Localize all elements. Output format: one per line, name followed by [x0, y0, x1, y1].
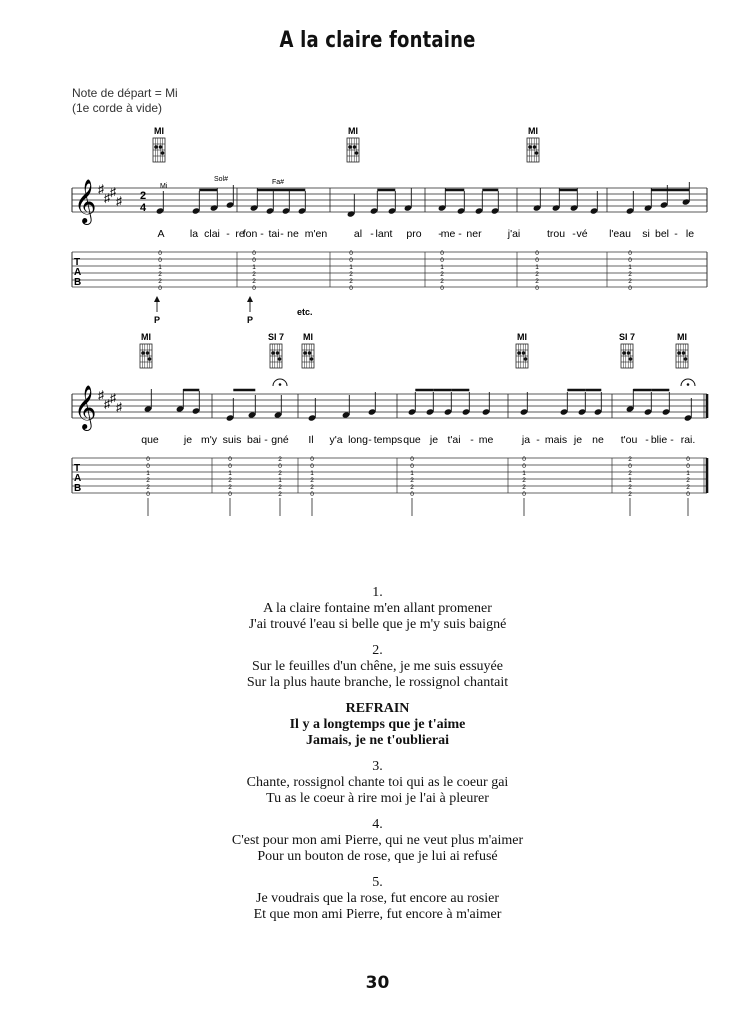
- tab-fret-number: 0: [158, 250, 162, 257]
- tab-fret-number: 0: [349, 250, 353, 257]
- tab-letter: B: [74, 277, 82, 288]
- lyric-syllable: je: [429, 434, 439, 446]
- lyric-syllable: -: [572, 228, 576, 240]
- pluck-mark: P: [154, 315, 161, 325]
- tab-fret-number: 0: [686, 463, 690, 470]
- start-note-line-1: Note de départ = Mi: [72, 86, 178, 100]
- chord-diagram-label: MI: [303, 332, 313, 342]
- refrain-line: Jamais, je ne t'oublierai: [305, 733, 450, 748]
- chord-diagram-dot: [353, 145, 357, 149]
- pluck-arrow-head: [154, 296, 160, 302]
- lyric-syllable: le: [685, 228, 695, 240]
- tab-fret-number: 1: [522, 470, 526, 477]
- tab-fret-number: 2: [228, 484, 232, 491]
- tab-fret-number: 2: [628, 271, 632, 278]
- chord-diagram-dot: [154, 145, 158, 149]
- chord-diagram-dot: [677, 351, 681, 355]
- lyric-syllable: ner: [466, 228, 482, 240]
- verse-5: [0, 875, 755, 923]
- tab-fret-number: 2: [349, 278, 353, 285]
- chord-diagram-dot: [684, 357, 688, 361]
- sharp-icon: ♯: [110, 185, 116, 199]
- tab-fret-number: 1: [410, 470, 414, 477]
- lyric-syllable: -: [264, 434, 268, 446]
- tab-letter: B: [74, 483, 82, 494]
- tab-fret-number: 0: [158, 285, 162, 292]
- tab-fret-number: 2: [410, 484, 414, 491]
- lyric-syllable: rai.: [680, 434, 696, 446]
- verse-2: [0, 643, 755, 691]
- lyric-syllable: -: [368, 434, 372, 446]
- tab-fret-number: 1: [228, 470, 232, 477]
- chord-diagram-dot: [522, 351, 526, 355]
- lyric-syllable: -: [670, 434, 674, 446]
- tab-fret-number: 2: [252, 271, 256, 278]
- tab-fret-number: 0: [146, 463, 150, 470]
- chord-diagram-label: SI 7: [267, 332, 285, 342]
- refrain: [0, 701, 755, 749]
- lyric-syllable: y'a: [329, 434, 343, 446]
- tab-fret-number: 1: [158, 264, 162, 271]
- chord-diagram-dot: [348, 145, 352, 149]
- lyric-syllable: long: [348, 434, 368, 446]
- tab-fret-number: 0: [252, 257, 256, 264]
- tab-fret-number: 1: [628, 264, 632, 271]
- verse-number: 2.: [372, 643, 383, 658]
- tab-fret-number: 2: [440, 278, 444, 285]
- chord-diagram-dot: [303, 351, 307, 355]
- chord-diagram-dot: [159, 145, 163, 149]
- chord-diagram-label: MI: [517, 332, 527, 342]
- sharp-icon: ♯: [116, 400, 122, 414]
- chord-diagram-dot: [535, 151, 539, 155]
- lyric-syllable: je: [183, 434, 193, 446]
- lyric-syllable: lant: [375, 228, 393, 240]
- chord-diagram-dot: [517, 351, 521, 355]
- tab-fret-number: 2: [158, 278, 162, 285]
- tab-fret-number: 2: [252, 278, 256, 285]
- chord-diagram-dot: [146, 351, 150, 355]
- verse-4: [0, 817, 755, 865]
- chord-diagram-dot: [161, 151, 165, 155]
- tab-fret-number: 1: [252, 264, 256, 271]
- tab-fret-number: 0: [686, 491, 690, 498]
- lyric-syllable: m'y: [200, 434, 218, 446]
- tab-fret-number: 2: [278, 470, 282, 477]
- tab-fret-number: 0: [252, 285, 256, 292]
- tab-fret-number: 0: [228, 456, 232, 463]
- tab-fret-number: 2: [146, 477, 150, 484]
- lyric-syllable: -: [674, 228, 678, 240]
- tab-fret-number: 2: [535, 278, 539, 285]
- tab-fret-number: 0: [146, 456, 150, 463]
- tab-fret-number: 0: [628, 250, 632, 257]
- lyric-syllable: -: [438, 228, 442, 240]
- tab-fret-number: 0: [535, 257, 539, 264]
- lyric-syllable: Il: [308, 434, 314, 446]
- tab-fret-number: 1: [349, 264, 353, 271]
- lyric-syllable: -: [645, 434, 649, 446]
- tab-fret-number: 0: [158, 257, 162, 264]
- chord-diagram-dot: [308, 351, 312, 355]
- time-signature-bottom: 4: [140, 202, 147, 214]
- lyric-syllable: je: [573, 434, 583, 446]
- tab-fret-number: 2: [686, 477, 690, 484]
- tab-fret-number: 0: [349, 257, 353, 264]
- tab-fret-number: 2: [228, 477, 232, 484]
- lyric-syllable: tai: [268, 228, 280, 240]
- refrain-label: REFRAIN: [345, 701, 410, 716]
- lyric-syllable: ne: [287, 228, 299, 240]
- sharp-icon: ♯: [98, 182, 104, 196]
- chord-diagram-dot: [629, 357, 633, 361]
- lyric-syllable: gné: [271, 434, 289, 446]
- sharp-icon: ♯: [98, 388, 104, 402]
- chord-diagram-dot: [622, 351, 626, 355]
- tab-fret-number: 0: [440, 285, 444, 292]
- chord-diagram-dot: [533, 145, 537, 149]
- lyric-syllable: al: [353, 228, 363, 240]
- chord-diagram-dot: [271, 351, 275, 355]
- tab-fret-number: 2: [628, 491, 632, 498]
- tab-fret-number: 0: [535, 250, 539, 257]
- verse-line: J'ai trouvé l'eau si belle que je m'y suis baigné: [248, 617, 507, 632]
- lyric-syllable: A: [157, 228, 165, 240]
- tab-fret-number: 0: [535, 285, 539, 292]
- tab-fret-number: 0: [628, 463, 632, 470]
- tab-fret-number: 0: [628, 285, 632, 292]
- lyric-syllable: -: [260, 228, 264, 240]
- etc-label: etc.: [297, 307, 313, 317]
- sharp-icon: ♯: [110, 391, 116, 405]
- tab-fret-number: 1: [146, 470, 150, 477]
- lyric-syllable: m'en: [304, 228, 328, 240]
- tab-fret-number: 2: [410, 477, 414, 484]
- tab-letter: A: [74, 473, 82, 484]
- lyric-syllable: ja: [521, 434, 531, 446]
- chord-diagram-dot: [310, 357, 314, 361]
- verse-line: Sur le feuilles d'un chêne, je me suis essuyée: [252, 659, 503, 674]
- tab-fret-number: 0: [278, 463, 282, 470]
- lyrics-verses: [0, 585, 755, 933]
- tab-fret-number: 2: [535, 271, 539, 278]
- chord-diagram-label: MI: [677, 332, 687, 342]
- tab-fret-number: 2: [158, 271, 162, 278]
- lyric-syllable: bai: [246, 434, 262, 446]
- verse-line: Et que mon ami Pierre, fut encore à m'aimer: [253, 907, 502, 922]
- fermata-dot: [279, 383, 282, 386]
- tab-fret-number: 0: [228, 463, 232, 470]
- tab-fret-number: 2: [522, 477, 526, 484]
- verse-number: 1.: [372, 585, 383, 600]
- chord-diagram-dot: [524, 357, 528, 361]
- verse-line: Sur la plus haute branche, le rossignol chantait: [246, 675, 509, 690]
- pluck-arrow-head: [247, 296, 253, 302]
- tab-fret-number: 2: [628, 470, 632, 477]
- tab-fret-number: 0: [146, 491, 150, 498]
- fermata-dot: [687, 383, 690, 386]
- tab-fret-number: 2: [440, 271, 444, 278]
- lyric-syllable: mais: [544, 434, 568, 446]
- tab-fret-number: 0: [410, 463, 414, 470]
- tab-fret-number: 0: [410, 456, 414, 463]
- lyric-syllable: temps: [373, 434, 403, 446]
- chord-diagram-label: MI: [154, 126, 164, 136]
- tab-fret-number: 2: [278, 484, 282, 491]
- tab-fret-number: 2: [522, 484, 526, 491]
- lyric-syllable: j'ai: [507, 228, 521, 240]
- tab-fret-number: 0: [252, 250, 256, 257]
- sharp-icon: ♯: [104, 191, 110, 205]
- lyric-syllable: re: [235, 228, 245, 240]
- tab-fret-number: 2: [146, 484, 150, 491]
- tab-fret-number: 2: [310, 484, 314, 491]
- treble-clef-icon: 𝄞: [74, 181, 97, 223]
- pluck-mark: P: [247, 315, 254, 325]
- lyric-syllable: -: [458, 228, 462, 240]
- tab-fret-number: 2: [686, 484, 690, 491]
- tab-fret-number: 0: [628, 257, 632, 264]
- tab-fret-number: 0: [440, 257, 444, 264]
- lyric-syllable: blie: [650, 434, 668, 446]
- lyric-syllable: ne: [592, 434, 604, 446]
- tab-fret-number: 2: [278, 491, 282, 498]
- note-name: Mi: [160, 183, 168, 190]
- chord-diagram-label: MI: [528, 126, 538, 136]
- chord-diagram-label: SI 7: [618, 332, 636, 342]
- lyric-syllable: -: [370, 228, 374, 240]
- verse-line: Chante, rossignol chante toi qui as le coeur gai: [246, 775, 509, 790]
- tab-fret-number: 0: [310, 456, 314, 463]
- lyric-syllable: -: [280, 228, 284, 240]
- note-name: Sol#: [214, 176, 229, 183]
- lyric-syllable: -: [226, 228, 230, 240]
- tab-fret-number: 0: [310, 491, 314, 498]
- page-number: 30: [365, 973, 390, 993]
- tab-letter: A: [74, 267, 82, 278]
- verse-number: 3.: [372, 759, 383, 774]
- start-note-line-2: (1e corde à vide): [72, 101, 163, 115]
- treble-clef-icon: 𝄞: [74, 387, 97, 429]
- chord-diagram-dot: [141, 351, 145, 355]
- lyric-syllable: clai: [204, 228, 220, 240]
- song-title: A la claire fontaine: [279, 28, 476, 53]
- chord-diagram-dot: [627, 351, 631, 355]
- chord-diagram-dot: [682, 351, 686, 355]
- lyric-syllable: me: [440, 228, 456, 240]
- lyric-syllable: pro: [406, 228, 422, 240]
- verse-line: A la claire fontaine m'en allant promener: [263, 601, 492, 616]
- lyric-syllable: me: [478, 434, 494, 446]
- tab-fret-number: 1: [686, 470, 690, 477]
- lyric-syllable: bel: [654, 228, 670, 240]
- lyric-syllable: t'ai: [447, 434, 461, 446]
- tab-fret-number: 1: [628, 477, 632, 484]
- lyric-syllable: si: [642, 228, 650, 240]
- tab-fret-number: 0: [522, 463, 526, 470]
- verse-line: C'est pour mon ami Pierre, qui ne veut plus m'aimer: [231, 833, 524, 848]
- verse-3: [0, 759, 755, 807]
- tab-fret-number: 1: [278, 477, 282, 484]
- chord-diagram-label: MI: [141, 332, 151, 342]
- lyric-syllable: l'eau: [609, 228, 631, 240]
- tab-letter: T: [74, 257, 81, 268]
- verse-line: Je voudrais que la rose, fut encore au rosier: [256, 891, 499, 906]
- chord-diagram-dot: [278, 357, 282, 361]
- tab-fret-number: 2: [628, 456, 632, 463]
- tab-fret-number: 0: [686, 456, 690, 463]
- lyric-syllable: -: [470, 434, 474, 446]
- time-signature-top: 2: [140, 190, 147, 202]
- verse-number: 4.: [372, 817, 383, 832]
- lyric-syllable: t'ou: [620, 434, 638, 446]
- tab-fret-number: 2: [628, 278, 632, 285]
- refrain-line: Il y a longtemps que je t'aime: [289, 717, 466, 732]
- tab-fret-number: 0: [440, 250, 444, 257]
- tab-fret-number: 1: [310, 470, 314, 477]
- chord-diagram-label: MI: [348, 126, 358, 136]
- lyric-syllable: la: [189, 228, 199, 240]
- tab-fret-number: 0: [522, 456, 526, 463]
- verse-line: Pour un bouton de rose, que je lui ai refusé: [257, 849, 498, 864]
- tab-fret-number: 2: [278, 456, 282, 463]
- tab-fret-number: 2: [628, 484, 632, 491]
- tab-fret-number: 0: [310, 463, 314, 470]
- lyric-syllable: suis: [222, 434, 242, 446]
- verse-line: Tu as le coeur à rire moi je l'ai à pleurer: [266, 791, 489, 806]
- tab-fret-number: 2: [310, 477, 314, 484]
- lyric-syllable: que: [141, 434, 159, 446]
- chord-diagram-dot: [528, 145, 532, 149]
- lyric-syllable: -: [536, 434, 540, 446]
- chord-diagram-dot: [276, 351, 280, 355]
- tab-letter: T: [74, 463, 81, 474]
- note-name: Fa#: [272, 179, 285, 186]
- tab-fret-number: 0: [410, 491, 414, 498]
- tab-fret-number: 0: [228, 491, 232, 498]
- sharp-icon: ♯: [104, 397, 110, 411]
- tab-fret-number: 1: [535, 264, 539, 271]
- tab-fret-number: 1: [440, 264, 444, 271]
- lyric-syllable: fon: [242, 228, 258, 240]
- lyric-syllable: trou: [546, 228, 566, 240]
- tab-fret-number: 2: [349, 271, 353, 278]
- tab-fret-number: 0: [349, 285, 353, 292]
- chord-diagram-dot: [148, 357, 152, 361]
- verse-number: 5.: [372, 875, 383, 890]
- lyric-syllable: vé: [576, 228, 588, 240]
- chord-diagram-dot: [355, 151, 359, 155]
- sharp-icon: ♯: [116, 194, 122, 208]
- verse-1: [0, 585, 755, 633]
- lyric-syllable: que: [403, 434, 421, 446]
- tab-fret-number: 0: [522, 491, 526, 498]
